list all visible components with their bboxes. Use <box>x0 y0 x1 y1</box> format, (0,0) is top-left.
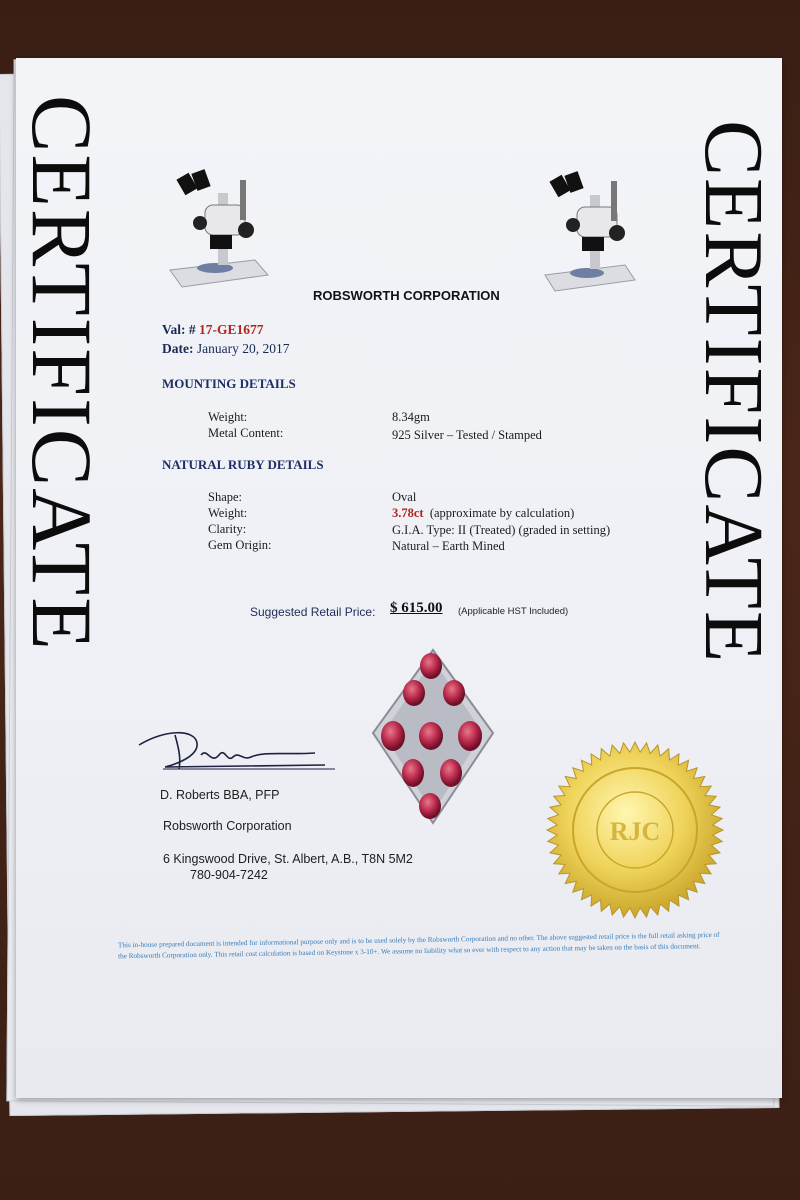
certificate-side-title-left: CERTIFICATE <box>14 95 110 652</box>
ruby-heading: NATURAL RUBY DETAILS <box>162 457 324 472</box>
metal-content-label: Metal Content: <box>208 426 284 440</box>
mounting-weight-label: Weight: <box>208 410 248 424</box>
ruby-weight-value: 3.78ct <box>392 506 424 520</box>
date-value: January 20, 2017 <box>196 341 290 356</box>
signer-address: 6 Kingswood Drive, St. Albert, A.B., T8N 5M2 <box>163 852 413 866</box>
signer-name: D. Roberts BBA, PFP <box>160 788 280 802</box>
date-label: Date: <box>162 341 194 356</box>
val-line <box>162 322 264 338</box>
signer-phone: 780-904-7242 <box>190 868 268 882</box>
clarity-value: G.I.A. Type: II (Treated) (graded in setting) <box>392 523 611 537</box>
seal-center-text: RJC <box>609 817 661 846</box>
mounting-heading: MOUNTING DETAILS <box>162 376 296 391</box>
signer-company: Robsworth Corporation <box>163 819 292 833</box>
mounting-weight-value: 8.34gm <box>392 410 430 424</box>
ruby-weight-note: (approximate by calculation) <box>429 506 575 520</box>
retail-price-value: $ 615.00 <box>390 600 443 616</box>
clarity-label: Clarity: <box>208 522 247 536</box>
certificate-side-title-right: CERTIFICATE <box>687 120 780 665</box>
retail-price-label: Suggested Retail Price: <box>250 605 376 619</box>
val-number: 17-GE1677 <box>199 322 264 337</box>
company-header: ROBSWORTH CORPORATION <box>313 288 500 303</box>
disclaimer-text: This in-house prepared document is intended for informational purpose only and is to be used solely by the Robsworth Corporation and no other. The above suggested retail price is the full retail asking price of the Robsworth Corporation only. This retail cost calculation is based on Keystone x 3-10+. We assume no liability what so ever with respect to any action that may be taken on the basis of this document. <box>117 930 720 961</box>
date-line <box>162 341 289 357</box>
gem-origin-value: Natural – Earth Mined <box>392 539 505 553</box>
metal-content-value: 925 Silver – Tested / Stamped <box>392 428 542 442</box>
retail-price-note: (Applicable HST Included) <box>458 606 569 617</box>
shape-label: Shape: <box>208 490 243 504</box>
ruby-weight-line <box>392 506 574 521</box>
microscope-image-right <box>535 165 640 295</box>
ruby-stones <box>381 653 482 819</box>
shape-value: Oval <box>392 490 417 504</box>
val-label: Val: # <box>162 322 196 337</box>
ruby-weight-label: Weight: <box>208 506 248 520</box>
ruby-ring-image <box>368 648 498 828</box>
gold-seal <box>545 740 725 920</box>
microscope-image-left <box>160 165 270 290</box>
signature <box>135 725 365 775</box>
gem-origin-label: Gem Origin: <box>208 538 272 552</box>
